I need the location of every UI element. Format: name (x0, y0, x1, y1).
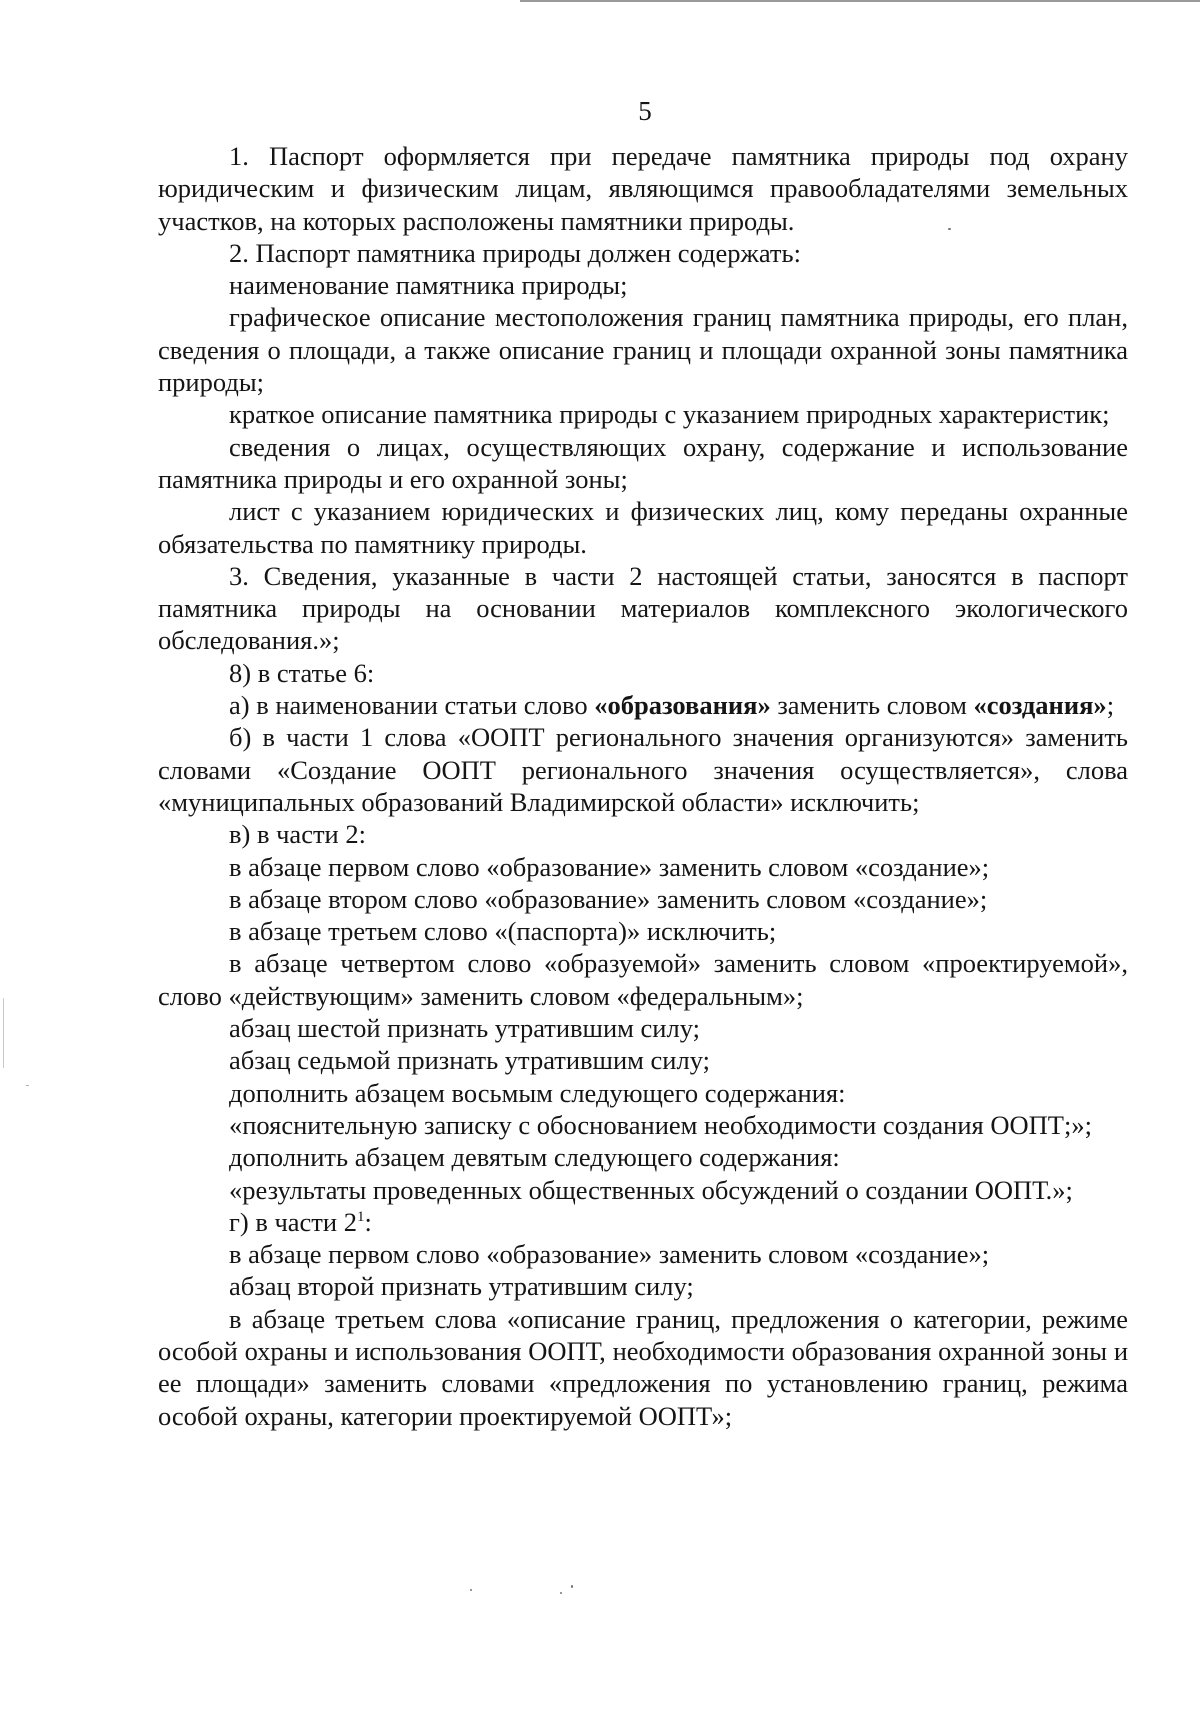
paragraph: в абзаце третьем слова «описание границ, предложения о категории, режиме особой охраны и использования ООПТ, необходимости образования охранной зоны и ее площади» заменить словами «предложения по установлению границ, режима особой охраны, категории проектируемой ООПТ»; (158, 1303, 1128, 1431)
paragraph: в абзаце втором слово «образование» заменить словом «создание»; (229, 883, 988, 914)
text-run: : (364, 1206, 372, 1237)
paragraph: б) в части 1 слова «ООПТ регионального значения организуются» заменить словами «Создание ООПТ регионального значения осуществляется», слова «муниципальных образований Владимирской области» исключить; (158, 722, 1128, 817)
scan-speck (470, 1589, 472, 1591)
paragraph: в абзаце четвертом слово «образуемой» заменить словом «проектируемой», слово «действующим» заменить словом «федеральным»; (158, 948, 1128, 1011)
page-number: 5 (638, 96, 652, 126)
text-run: заменить словом (770, 690, 974, 721)
paragraph: абзац второй признать утратившим силу; (229, 1271, 694, 1302)
text-run: г) в части 2 (229, 1206, 357, 1237)
paragraph: дополнить абзацем девятым следующего содержания: (229, 1142, 840, 1173)
paragraph: дополнить абзацем восьмым следующего содержания: (229, 1077, 846, 1108)
scan-speck (571, 1585, 573, 1588)
paragraph: в абзаце третьем слово «(паспорта)» исключить; (229, 916, 777, 947)
paragraph: 3. Сведения, указанные в части 2 настоящей статьи, заносятся в паспорт памятника природы на основании материалов комплексного экологического обследования.»; (158, 560, 1128, 656)
paragraph-amendment-a (158, 689, 1128, 721)
document-body (158, 140, 1128, 1432)
superscript: 1 (356, 1208, 365, 1225)
paragraph: абзац шестой признать утратившим силу; (229, 1013, 700, 1044)
bold-term: «создания» (973, 690, 1107, 721)
scan-speck (560, 1592, 562, 1594)
bold-term: «образования» (594, 690, 771, 721)
paragraph: в) в части 2: (229, 819, 366, 850)
paragraph: 1. Паспорт оформляется при передаче памятника природы под охрану юридическим и физическим лицам, являющимся правообладателями земельных участков, на которых расположены памятники природы. (158, 141, 1128, 236)
paragraph: сведения о лицах, осуществляющих охрану, содержание и использование памятника природы и его охранной зоны; (158, 431, 1128, 494)
paragraph: краткое описание памятника природы с указанием природных характеристик; (229, 399, 1110, 430)
paragraph: «пояснительную записку с обоснованием необходимости создания ООПТ;»; (229, 1109, 1092, 1140)
paragraph: в абзаце первом слово «образование» заменить словом «создание»; (229, 851, 990, 882)
scan-speck (26, 1085, 29, 1086)
paragraph-amendment-g (158, 1206, 1128, 1238)
paragraph: лист с указанием юридических и физических лиц, кому переданы охранные обязательства по памятнику природы. (158, 496, 1128, 559)
text-run: а) в наименовании статьи слово (229, 690, 595, 721)
paragraph: 8) в статье 6: (229, 657, 375, 688)
scan-speck (3, 998, 4, 1068)
paragraph: абзац седьмой признать утратившим силу; (229, 1045, 710, 1076)
paragraph: графическое описание местоположения границ памятника природы, его план, сведения о площади, а также описание границ и площади охранной зоны памятника природы; (158, 302, 1128, 398)
text-run: ; (1106, 690, 1115, 721)
paragraph: 2. Паспорт памятника природы должен содержать: (229, 237, 801, 268)
paragraph: «результаты проведенных общественных обсуждений о создании ООПТ.»; (229, 1174, 1073, 1205)
scan-speck (948, 228, 951, 230)
paragraph: наименование памятника природы; (229, 270, 628, 301)
paragraph: в абзаце первом слово «образование» заменить словом «создание»; (229, 1239, 990, 1270)
scan-edge-line (520, 0, 1200, 2)
